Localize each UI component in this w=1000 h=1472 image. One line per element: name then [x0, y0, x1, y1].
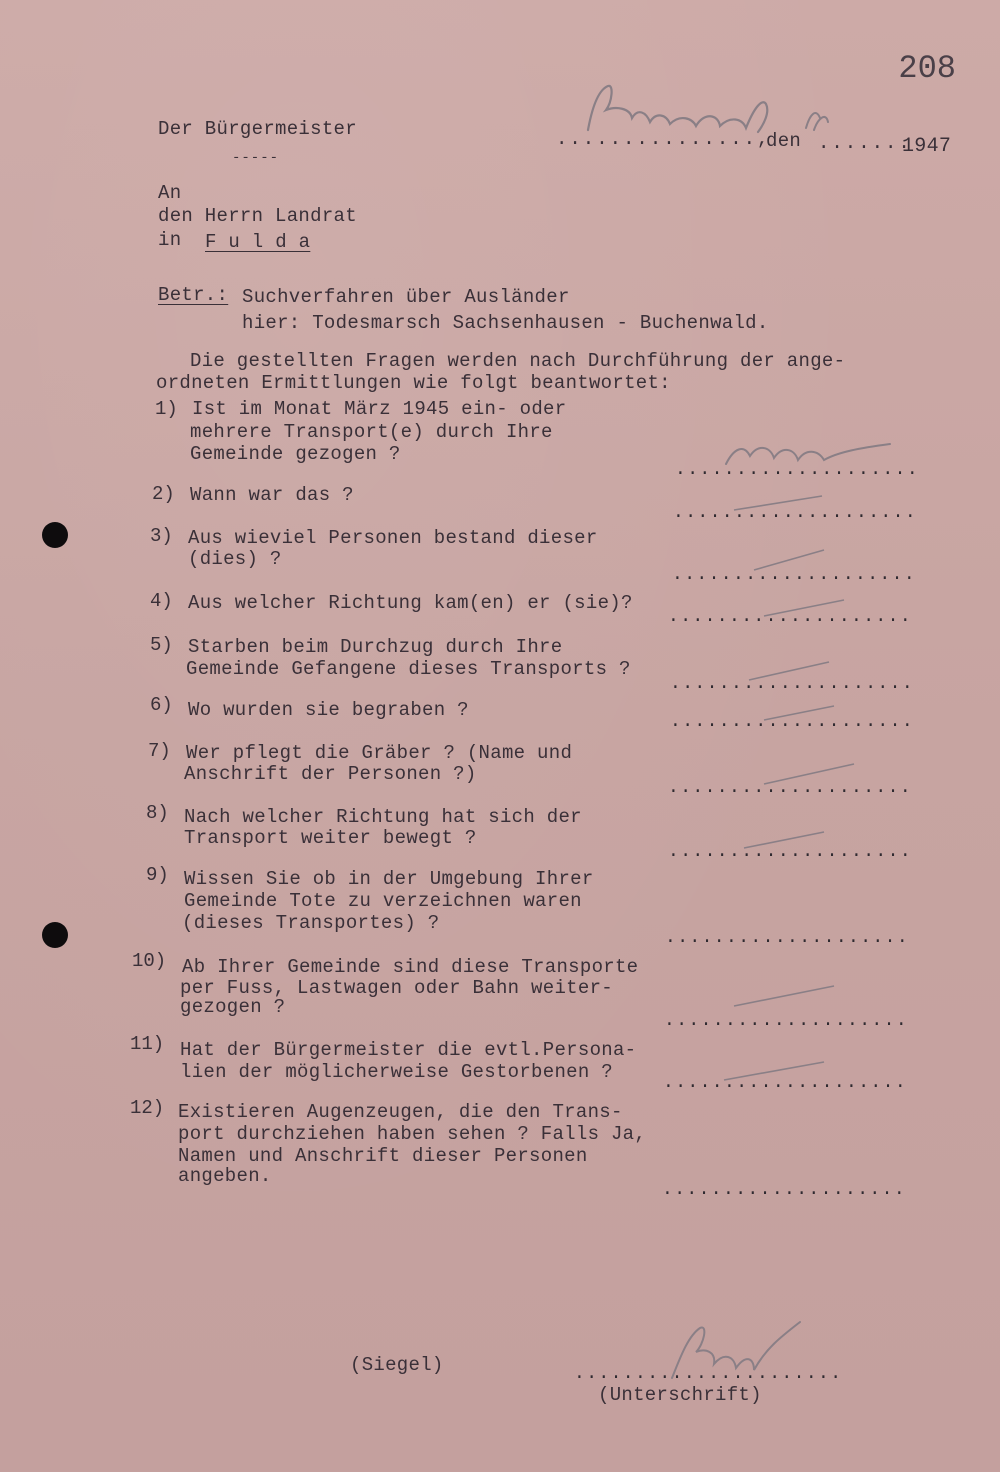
question-10-line-1: Ab Ihrer Gemeinde sind diese Transporte [182, 956, 639, 978]
punch-hole-top [42, 522, 68, 548]
answer-3-dots: .................... [672, 565, 917, 585]
question-7-line-1: Wer pflegt die Gräber ? (Name und [186, 742, 573, 764]
answer-2-dots: .................... [673, 503, 918, 523]
date-year: 1947 [902, 135, 952, 158]
question-4-line-1: Aus welcher Richtung kam(en) er (sie)? [188, 592, 633, 614]
answer-4-dots: .................... [668, 607, 913, 627]
question-2-line-1: Wann war das ? [190, 484, 354, 506]
question-11-number: 11) [130, 1033, 165, 1055]
place-dots: ..............., [556, 128, 771, 150]
sender-title: Der Bürgermeister [158, 118, 357, 140]
question-10-line-2: per Fuss, Lastwagen oder Bahn weiter- [180, 977, 613, 999]
intro-line-2: ordneten Ermittlungen wie folgt beantwortet: [156, 372, 671, 394]
question-12-line-4: angeben. [178, 1165, 272, 1187]
question-11-line-2: lien der möglicherweise Gestorbenen ? [180, 1061, 613, 1083]
question-12-line-2: port durchziehen haben sehen ? Falls Ja, [178, 1123, 647, 1145]
question-9-number: 9) [146, 864, 169, 886]
question-1-line-1: Ist im Monat März 1945 ein- oder [192, 398, 567, 420]
question-8-number: 8) [146, 802, 169, 824]
question-12-number: 12) [130, 1097, 165, 1119]
question-2-number: 2) [152, 483, 175, 505]
signature-dots: ...................... [574, 1364, 843, 1384]
question-9-line-1: Wissen Sie ob in der Umgebung Ihrer [184, 868, 594, 890]
handwritten-place-signature [570, 78, 830, 148]
question-8-line-1: Nach welcher Richtung hat sich der [184, 806, 582, 828]
question-3-line-2: (dies) ? [188, 548, 282, 570]
question-6-number: 6) [150, 694, 173, 716]
question-7-number: 7) [148, 740, 171, 762]
answer-10-dots: .................... [664, 1011, 909, 1031]
question-1-number: 1) [155, 398, 178, 420]
question-12-line-3: Namen und Anschrift dieser Personen [178, 1145, 588, 1167]
answer-5-pencil-dash [745, 656, 835, 684]
punch-hole-bottom [42, 922, 68, 948]
question-8-line-2: Transport weiter bewegt ? [184, 827, 477, 849]
answer-2-pencil-dash [730, 490, 830, 514]
seal-placeholder: (Siegel) [350, 1354, 444, 1376]
answer-5-dots: .................... [670, 674, 915, 694]
subject-line-2: hier: Todesmarsch Sachsenhausen - Buchenwald. [242, 312, 769, 334]
subject-label: Betr.: [158, 284, 229, 306]
answer-12-dots: .................... [662, 1180, 907, 1200]
question-3-line-1: Aus wieviel Personen bestand dieser [188, 527, 598, 549]
answer-1-pencil-mark [720, 434, 900, 474]
intro-line-1: Die gestellten Fragen werden nach Durchführung der ange- [190, 350, 846, 372]
answer-1-dots: .................... [675, 460, 920, 480]
question-9-line-3: (dieses Transportes) ? [182, 912, 440, 934]
question-5-number: 5) [150, 634, 173, 656]
answer-8-pencil-dash [740, 826, 830, 852]
answer-4-pencil-dash [760, 596, 850, 620]
date-dots: ....... [818, 132, 912, 154]
answer-6-dots: .................... [670, 712, 915, 732]
answer-11-dots: .................... [663, 1073, 908, 1093]
question-7-line-2: Anschrift der Personen ?) [184, 763, 477, 785]
question-6-line-1: Wo wurden sie begraben ? [188, 699, 469, 721]
answer-8-dots: .................... [668, 842, 913, 862]
question-5-line-2: Gemeinde Gefangene dieses Transports ? [186, 658, 631, 680]
question-5-line-1: Starben beim Durchzug durch Ihre [188, 636, 563, 658]
answer-11-pencil-dash [720, 1056, 830, 1084]
question-10-line-3: gezogen ? [180, 996, 286, 1018]
date-prefix: den [766, 130, 802, 152]
answer-10-pencil-dash [730, 980, 840, 1010]
question-1-line-3: Gemeinde gezogen ? [190, 443, 401, 465]
question-10-number: 10) [132, 950, 167, 972]
question-12-line-1: Existieren Augenzeugen, die den Trans- [178, 1101, 623, 1123]
answer-3-pencil-dash [750, 546, 830, 574]
handwritten-signature [650, 1318, 810, 1388]
sender-underline: ----- [232, 150, 280, 166]
question-3-number: 3) [150, 525, 173, 547]
address-line-3-prefix: in [158, 229, 182, 251]
question-4-number: 4) [150, 590, 173, 612]
signature-label: (Unterschrift) [598, 1384, 762, 1406]
answer-7-dots: .................... [668, 778, 913, 798]
subject-line-1: Suchverfahren über Ausländer [242, 286, 570, 308]
answer-9-dots: .................... [665, 928, 910, 948]
address-line-2: den Herrn Landrat [158, 205, 357, 227]
question-9-line-2: Gemeinde Tote zu verzeichnen waren [184, 890, 582, 912]
page-number: 208 [898, 50, 956, 87]
question-11-line-1: Hat der Bürgermeister die evtl.Persona- [180, 1039, 637, 1061]
address-city: F u l d a [205, 231, 311, 253]
question-1-line-2: mehrere Transport(e) durch Ihre [190, 421, 553, 443]
address-line-1: An [158, 182, 182, 204]
answer-7-pencil-dash [760, 760, 860, 788]
answer-6-pencil-dash [760, 700, 840, 724]
